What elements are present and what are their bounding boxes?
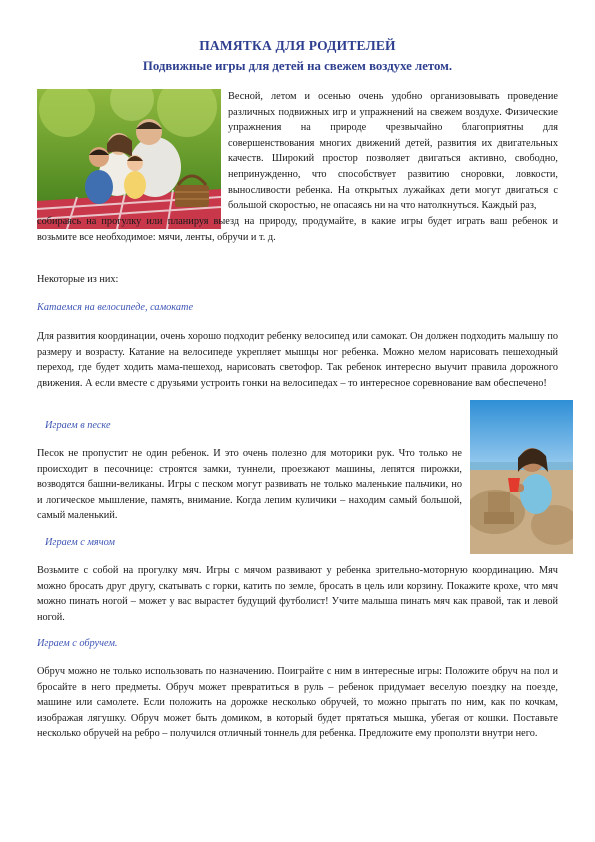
section-text-hoop: Обруч можно не только использовать по назначению. Поиграйте с ним в интересные игры: Положите обруч на пол и бросайте в него предметы. Обруч может превратиться в руль – ребенок придумает веселую поездку на поезде, машине или самолете. Если положить на дорожке несколько обручей, то можно прыгать по ним, как по кочкам, изображая лягушку. Обруч может быть домиком, в который будет прятаться мышка, убегая от кошки. Поставьте несколько обручей на ребро – получился отличный тоннель для ребенка. Предложите ему проползти внутри него. [37, 666, 558, 740]
intro-paragraph [228, 89, 558, 214]
intro-lead: Некоторые из них: [37, 274, 119, 285]
section-text-sand: Песок не пропустит не один ребенок. И это очень полезно для моторики рук. Что только не происходит в песочнице: строятся замки, туннели, проезжают машины, лепятся пирожки, возводятся башни-великаны. Игры с песком могут развивать не только маленькие пальчики, но и логическое мышление, память, внимание. Когда лепим куличики – находим самый большой, самый маленький. [37, 448, 462, 522]
page-subtitle: Подвижные игры для детей на свежем воздухе летом. [142, 59, 453, 73]
section-heading-ball: Играем с мячом [45, 537, 115, 548]
section-heading-hoop: Играем с обручем. [37, 638, 118, 649]
section-text-ball: Возьмите с собой на прогулку мяч. Игры с мячом развивают у ребенка зрительно-моторную координацию. Мяч можно бросать друг другу, скатывать с горки, катить по земле, бросать в цель или корзину. Покажите крохе, что мяч можно пинать ногой – может у вас вырастет будущий футболист! Учите малыша пинать мяч как правой, так и левой ногой. [37, 565, 558, 623]
section-heading-bicycle: Катаемся на велосипеде, самокате [37, 302, 194, 313]
intro-paragraph-top: Весной, летом и осенью очень удобно организовывать проведение различных подвижных игр и упражнений на свежем воздухе. Физические упражнения на природе чрезвычайно благоприятны для совершенствования многих движений детей, развития их двигательных качеств. Широкий простор позволяет двигаться активно, свободно, непринужденно, что способствует развитию сноровки, ловкости, выносливости ребенка. На открытых лужайках дети могут двигаться с большой скоростью, не опасаясь ни на что натолкнуться. Каждый раз, [228, 91, 558, 212]
section-heading-sand: Играем в песке [45, 420, 111, 431]
page-title: ПАМЯТКА ДЛЯ РОДИТЕЛЕЙ [199, 38, 396, 53]
intro-paragraph-continued: собираясь на прогулку или планируя выезд на природу, продумайте, в какие игры будет играть ваш ребенок и возьмите все необходимое: мячи, ленты, обручи и т. д. [37, 216, 558, 243]
child-sand-photo [470, 400, 573, 554]
section-text-bicycle: Для развития координации, очень хорошо подходит ребенку велосипед или самокат. Он должен подходить малышу по размеру и возрасту. Катание на велосипеде укрепляет мышцы ног ребенка. Можно мелом нарисовать пешеходный переход, где будет ходить мама-пешеход, нарисовать светофор. Так ребенок интересно выучит правила дорожного движения. А если вместе с друзьями устроить гонки на велосипедах – то интересное соревнование вам обеспечено! [37, 331, 558, 389]
family-picnic-photo [37, 89, 221, 229]
